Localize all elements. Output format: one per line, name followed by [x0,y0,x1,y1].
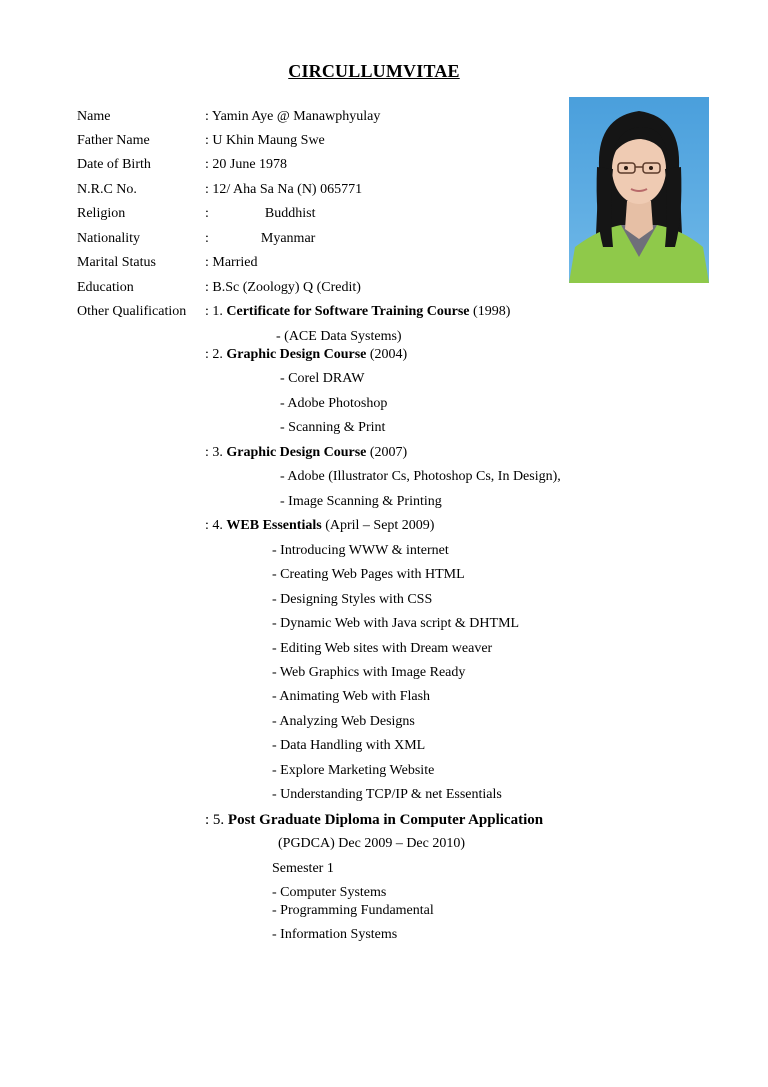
colon: : [205,231,209,246]
document-title: CIRCULLUMVITAE [288,61,460,81]
field-label: Marital Status [77,255,156,270]
qualification-title: Graphic Design Course [226,347,367,362]
field-value: : Yamin Aye @ Manawphyulay [205,109,381,124]
field-value: : Married [205,255,258,270]
list-item: - Dynamic Web with Java script & DHTML [272,616,520,631]
field-date-of-birth [77,155,287,175]
field-marital-status [77,253,257,273]
qualification-5-detail: (PGDCA) Dec 2009 – Dec 2010) [278,836,466,851]
list-item: - Computer Systems [272,885,387,900]
list-item: - Image Scanning & Printing [280,494,442,509]
field-nationality [77,229,315,249]
qualification-3 [205,443,407,463]
list-item: - Web Graphics with Image Ready [272,665,466,680]
list-item: - Designing Styles with CSS [272,592,433,607]
colon: : [205,206,209,221]
field-religion [77,204,315,224]
qualification-title: Post Graduate Diploma in Computer Application [227,812,544,828]
list-item: - Animating Web with Flash [272,689,431,704]
list-item: - Explore Marketing Website [272,763,435,778]
qualification-title: Graphic Design Course [226,445,367,460]
field-label: Education [77,280,134,295]
field-name [77,107,380,127]
field-value: : 20 June 1978 [205,157,288,172]
qualification-year: (2007) [369,445,408,460]
qualification-year: (2004) [369,347,408,362]
qualification-year: (April – Sept 2009) [325,518,435,533]
list-item: - Adobe (Illustrator Cs, Photoshop Cs, In Design), [280,469,561,484]
qualification-1-provider: - (ACE Data Systems) [276,329,402,344]
qualification-title: Certificate for Software Training Course [226,304,470,319]
list-item: - Creating Web Pages with HTML [272,567,465,582]
list-item: - Analyzing Web Designs [272,714,415,729]
qualification-number: : 5. [205,812,225,828]
list-item: - Data Handling with XML [272,738,426,753]
qualification-number: : 3. [205,445,223,460]
field-label: Date of Birth [77,157,151,172]
qualification-1 [77,302,510,322]
qualification-year: (1998) [473,304,511,319]
field-label: Other Qualification [77,304,187,319]
semester-label: Semester 1 [272,861,334,876]
qualification-number: : 4. [205,518,223,533]
field-value: Myanmar [260,231,316,246]
list-item: - Introducing WWW & internet [272,543,449,558]
profile-photo [569,97,709,283]
field-label: Nationality [77,231,140,246]
qualification-number: : 1. [205,304,223,319]
list-item: - Editing Web sites with Dream weaver [272,641,493,656]
list-item: - Information Systems [272,927,398,942]
field-value: : U Khin Maung Swe [205,133,325,148]
field-label: Name [77,109,111,124]
qualification-4 [205,516,434,536]
qualification-2 [205,345,407,365]
list-item: - Scanning & Print [280,420,386,435]
field-label: N.R.C No. [77,182,137,197]
field-value: : 12/ Aha Sa Na (N) 065771 [205,182,363,197]
field-education [77,278,361,298]
field-father-name [77,131,325,151]
list-item: - Corel DRAW [280,371,365,386]
field-nrc-no [77,180,362,200]
qualification-5 [205,810,543,830]
field-label: Religion [77,206,126,221]
field-value: Buddhist [264,206,316,221]
field-label: Father Name [77,133,150,148]
list-item: - Understanding TCP/IP & net Essentials [272,787,502,802]
list-item: - Adobe Photoshop [280,396,388,411]
qualification-title: WEB Essentials [226,518,322,533]
qualification-number: : 2. [205,347,223,362]
field-value: : B.Sc (Zoology) Q (Credit) [205,280,361,295]
list-item: - Programming Fundamental [272,903,434,918]
